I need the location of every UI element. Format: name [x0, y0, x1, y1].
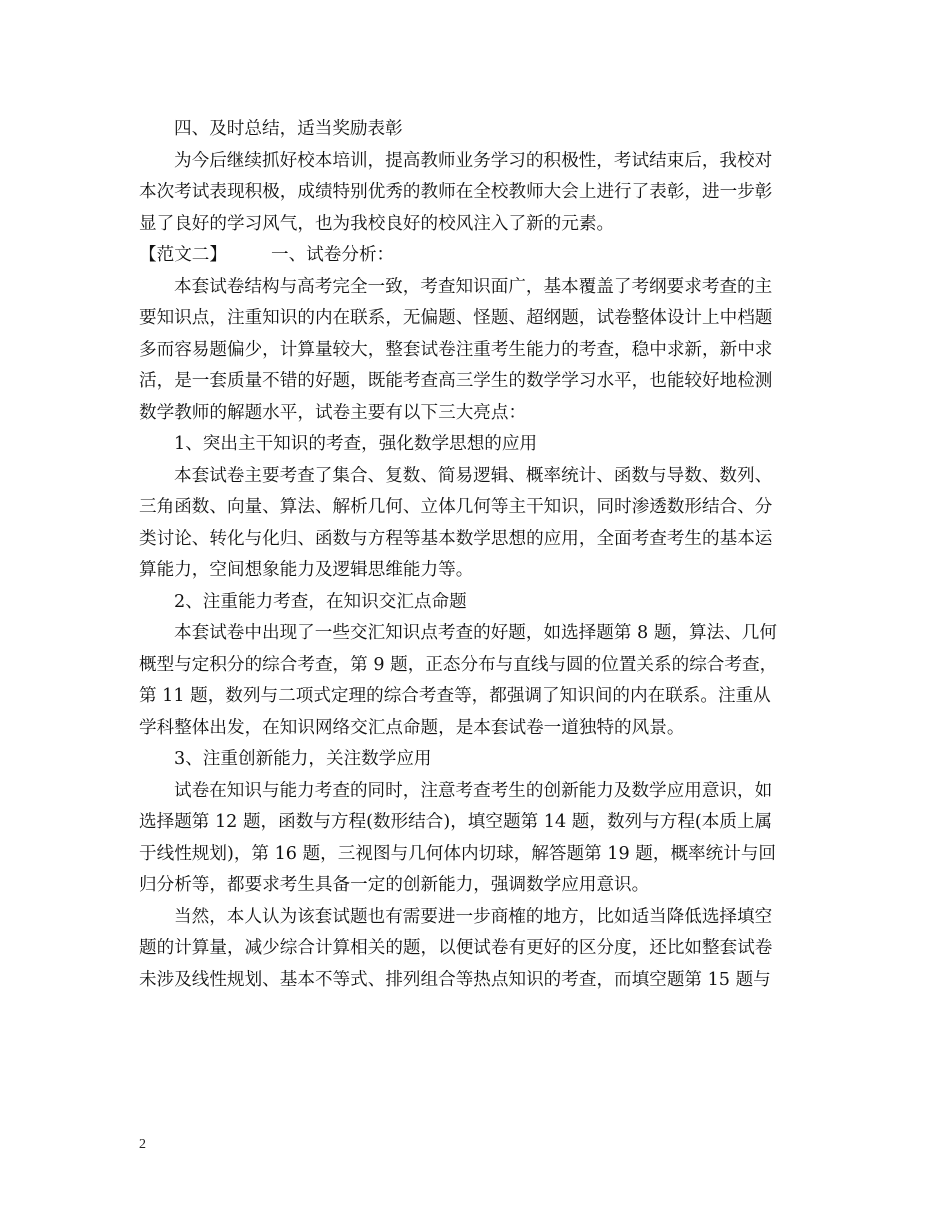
paragraph-line: 本次考试表现积极，成绩特别优秀的教师在全校教师大会上进行了表彰，进一步彰: [139, 182, 773, 202]
paragraph-line: 归分析等，都要求考生具备一定的创新能力，强调数学应用意识。: [139, 875, 650, 895]
paragraph-line: 未涉及线性规划、基本不等式、排列组合等热点知识的考查，而填空题第 15 题与: [139, 969, 771, 990]
subheading-point-1: 1、突出主干知识的考查，强化数学思想的应用: [174, 434, 538, 454]
paragraph-line: 第 11 题，数列与二项式定理的综合考查等，都强调了知识间的内在联系。注重从: [139, 686, 771, 706]
paragraph-line: 本套试卷中出现了一些交汇知识点考查的好题，如选择题第 8 题，算法、几何: [174, 623, 777, 643]
paragraph-line: 要知识点，注重知识的内在联系，无偏题、怪题、超纲题，试卷整体设计上中档题: [139, 308, 773, 328]
paragraph-line: 当然，本人认为该套试题也有需要进一步商榷的地方，比如适当降低选择填空: [174, 906, 773, 927]
subheading-point-3: 3、注重创新能力，关注数学应用: [174, 749, 432, 769]
paragraph-line: 试卷在知识与能力考查的同时，注意考查考生的创新能力及数学应用意识，如: [174, 780, 773, 801]
document-body: [139, 114, 819, 996]
section-heading-row: [139, 240, 819, 272]
paragraph-line: 学科整体出发，在知识网络交汇点命题，是本套试卷一道独特的风景。: [139, 717, 685, 738]
paragraph-line: 于线性规划)，第 16 题，三视图与几何体内切球，解答题第 19 题，概率统计与回: [139, 843, 777, 864]
paragraph-line: 为今后继续抓好校本培训，提高教师业务学习的积极性，考试结束后，我校对: [174, 150, 773, 171]
paragraph-line: 本套试卷主要考查了集合、复数、简易逻辑、概率统计、函数与导数、数列、: [174, 465, 773, 486]
paragraph-line: 显了良好的学习风气，也为我校良好的校风注入了新的元素。: [139, 213, 615, 234]
section-title: 一、试卷分析：: [270, 245, 395, 265]
section-heading-4: 四、及时总结，适当奖励表彰: [174, 119, 403, 139]
paragraph-line: 选择题第 12 题，函数与方程(数形结合)，填空题第 14 题，数列与方程(本质上属: [139, 812, 773, 832]
paragraph-line: 数学教师的解题水平，试卷主要有以下三大亮点：: [139, 402, 527, 423]
page-number: 2: [139, 1137, 146, 1152]
paragraph-line: 类讨论、转化与化归、函数与方程等基本数学思想的应用，全面考查考生的基本运: [139, 528, 773, 549]
paragraph-line: 多而容易题偏少，计算量较大，整套试卷注重考生能力的考查，稳中求新，新中求: [139, 339, 773, 360]
paragraph-line: 三角函数、向量、算法、解析几何、立体几何等主干知识，同时渗透数形结合、分: [139, 497, 773, 517]
paragraph-line: 算能力，空间想象能力及逻辑思维能力等。: [139, 560, 474, 580]
paragraph-line: 本套试卷结构与高考完全一致，考查知识面广，基本覆盖了考纲要求考查的主: [174, 276, 773, 297]
paragraph-line: 题的计算量，减少综合计算相关的题，以便试卷有更好的区分度，还比如整套试卷: [139, 938, 773, 958]
paragraph-line: 概型与定积分的综合考查，第 9 题，正态分布与直线与圆的位置关系的综合考查，: [139, 654, 778, 675]
subheading-point-2: 2、注重能力考查，在知识交汇点命题: [174, 591, 467, 612]
paragraph-line: 活，是一套质量不错的好题，既能考查高三学生的数学学习水平，也能较好地检测: [139, 371, 773, 391]
section-label: 【范文二】: [139, 245, 227, 265]
